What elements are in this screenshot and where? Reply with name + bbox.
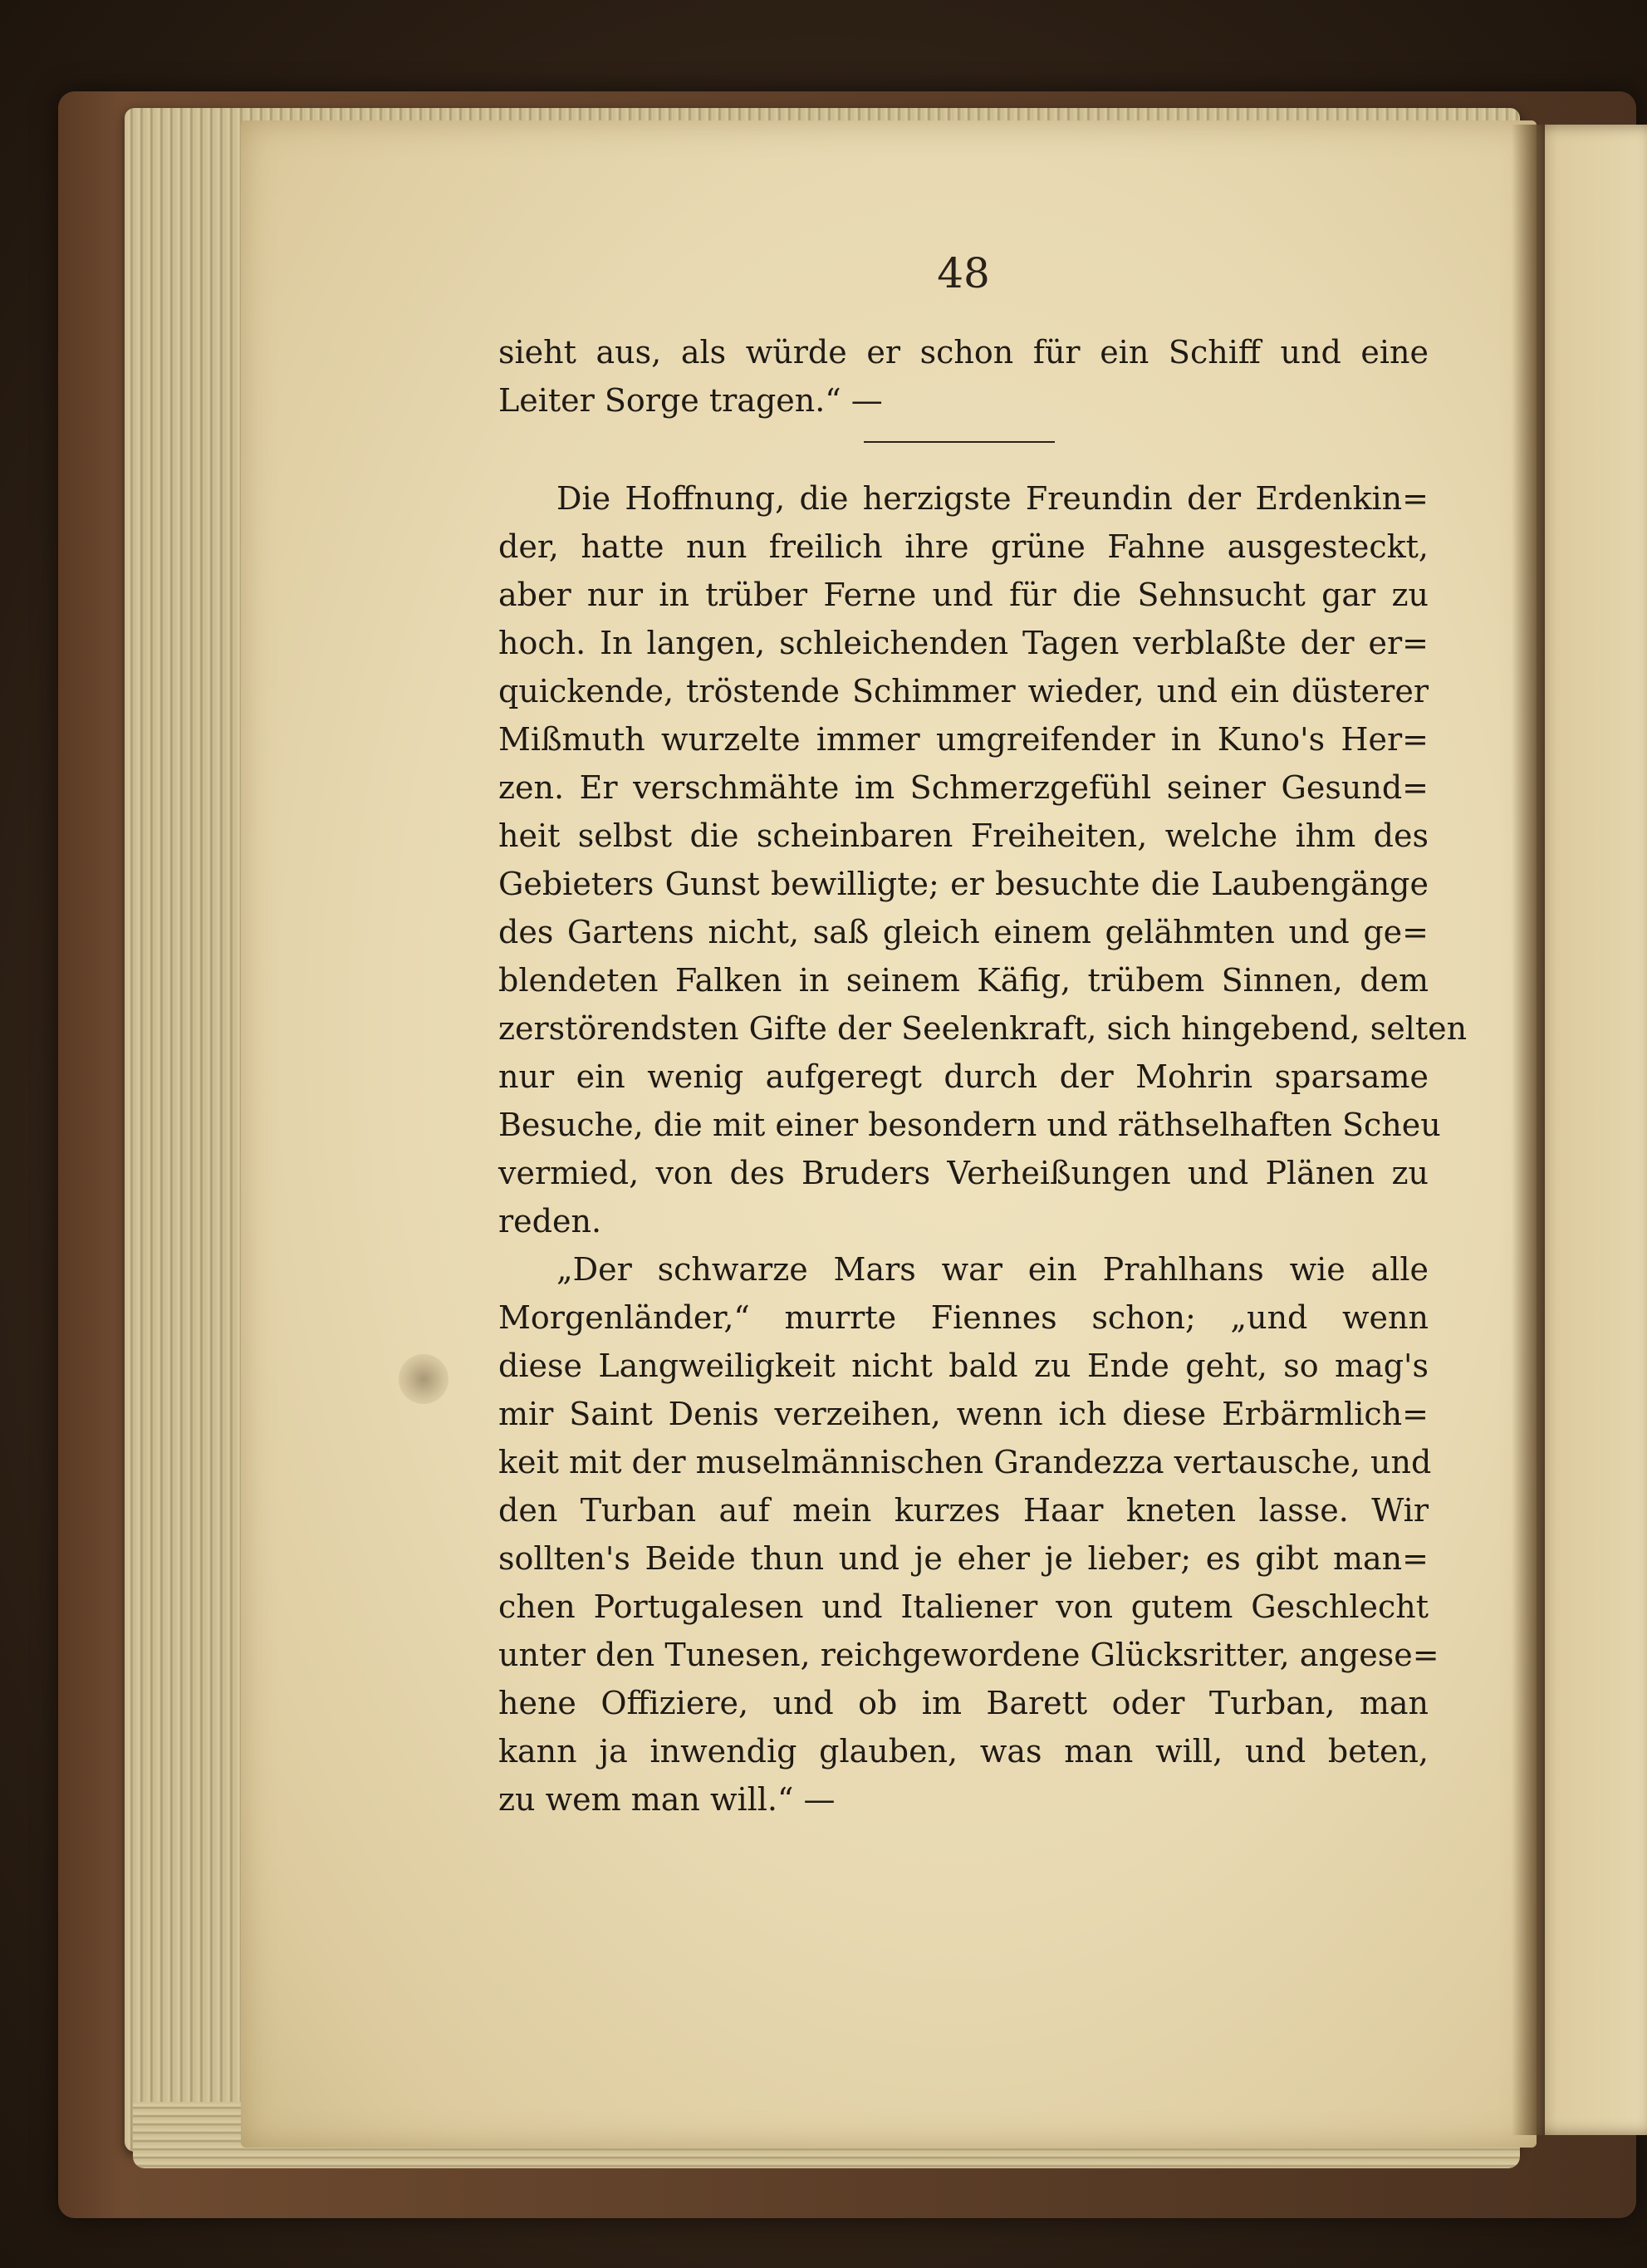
text-line: Mißmuth wurzelte immer umgreifender in Kuno's Her=	[498, 721, 1429, 758]
text-line: Besuche, die mit einer besondern und räthselhaften Scheu	[498, 1107, 1441, 1143]
page-gutter	[1512, 125, 1545, 2135]
text-line: „Der schwarze Mars war ein Prahlhans wie alle	[556, 1251, 1429, 1288]
text-line: zerstörendsten Gifte der Seelenkraft, sich hingebend, selten	[498, 1010, 1468, 1047]
text-line: aber nur in trüber Ferne und für die Sehnsucht gar zu	[498, 577, 1429, 613]
text-line: nur ein wenig aufgeregt durch der Mohrin sparsame	[498, 1058, 1429, 1095]
text-line: keit mit der muselmännischen Grandezza vertausche, und	[498, 1444, 1432, 1480]
text-line: hene Offiziere, und ob im Barett oder Turban, man	[498, 1685, 1429, 1721]
text-line: der, hatte nun freilich ihre grüne Fahne ausgesteckt,	[498, 528, 1429, 565]
text-line: unter den Tunesen, reichgewordene Glücksritter, angese=	[498, 1637, 1439, 1673]
text-line: vermied, von des Bruders Verheißungen und Plänen zu	[498, 1155, 1429, 1191]
text-line: sollten's Beide thun und je eher je lieber; es gibt man=	[498, 1540, 1429, 1577]
text-line: hoch. In langen, schleichenden Tagen verblaßte der er=	[498, 625, 1429, 661]
paper-stain	[399, 1354, 449, 1404]
text-line: chen Portugalesen und Italiener von gutem Geschlecht	[498, 1588, 1429, 1625]
text-line: Die Hoffnung, die herzigste Freundin der Erdenkin=	[556, 480, 1429, 517]
text-line: blendeten Falken in seinem Käfig, trübem Sinnen, dem	[498, 962, 1429, 999]
text-line: mir Saint Denis verzeihen, wenn ich diese Erbärmlich=	[498, 1396, 1429, 1432]
facing-page	[1528, 125, 1647, 2135]
text-line: Morgenländer,“ murrte Fiennes schon; „und wenn	[498, 1299, 1429, 1336]
text-line: zen. Er verschmähte im Schmerzgefühl seiner Gesund=	[498, 769, 1429, 806]
text-line: reden.	[498, 1203, 602, 1240]
page-text	[498, 328, 1468, 1824]
text-line: Gebieters Gunst bewilligte; er besuchte die Laubengänge	[498, 866, 1429, 902]
text-line: sieht aus, als würde er schon für ein Schiff und eine	[498, 334, 1429, 371]
text-line: kann ja inwendig glauben, was man will, und beten,	[498, 1733, 1429, 1770]
page-number: 48	[937, 249, 990, 297]
text-line: den Turban auf mein kurzes Haar kneten lasse. Wir	[498, 1492, 1429, 1529]
text-line: diese Langweiligkeit nicht bald zu Ende geht, so mag's	[498, 1348, 1429, 1384]
section-divider	[864, 441, 1055, 443]
text-line: des Gartens nicht, saß gleich einem gelähmten und ge=	[498, 914, 1429, 950]
text-line: heit selbst die scheinbaren Freiheiten, welche ihm des	[498, 817, 1429, 854]
text-line: zu wem man will.“ —	[498, 1781, 836, 1818]
text-line: Leiter Sorge tragen.“ —	[498, 382, 883, 419]
text-line: quickende, tröstende Schimmer wieder, und ein düsterer	[498, 673, 1429, 709]
